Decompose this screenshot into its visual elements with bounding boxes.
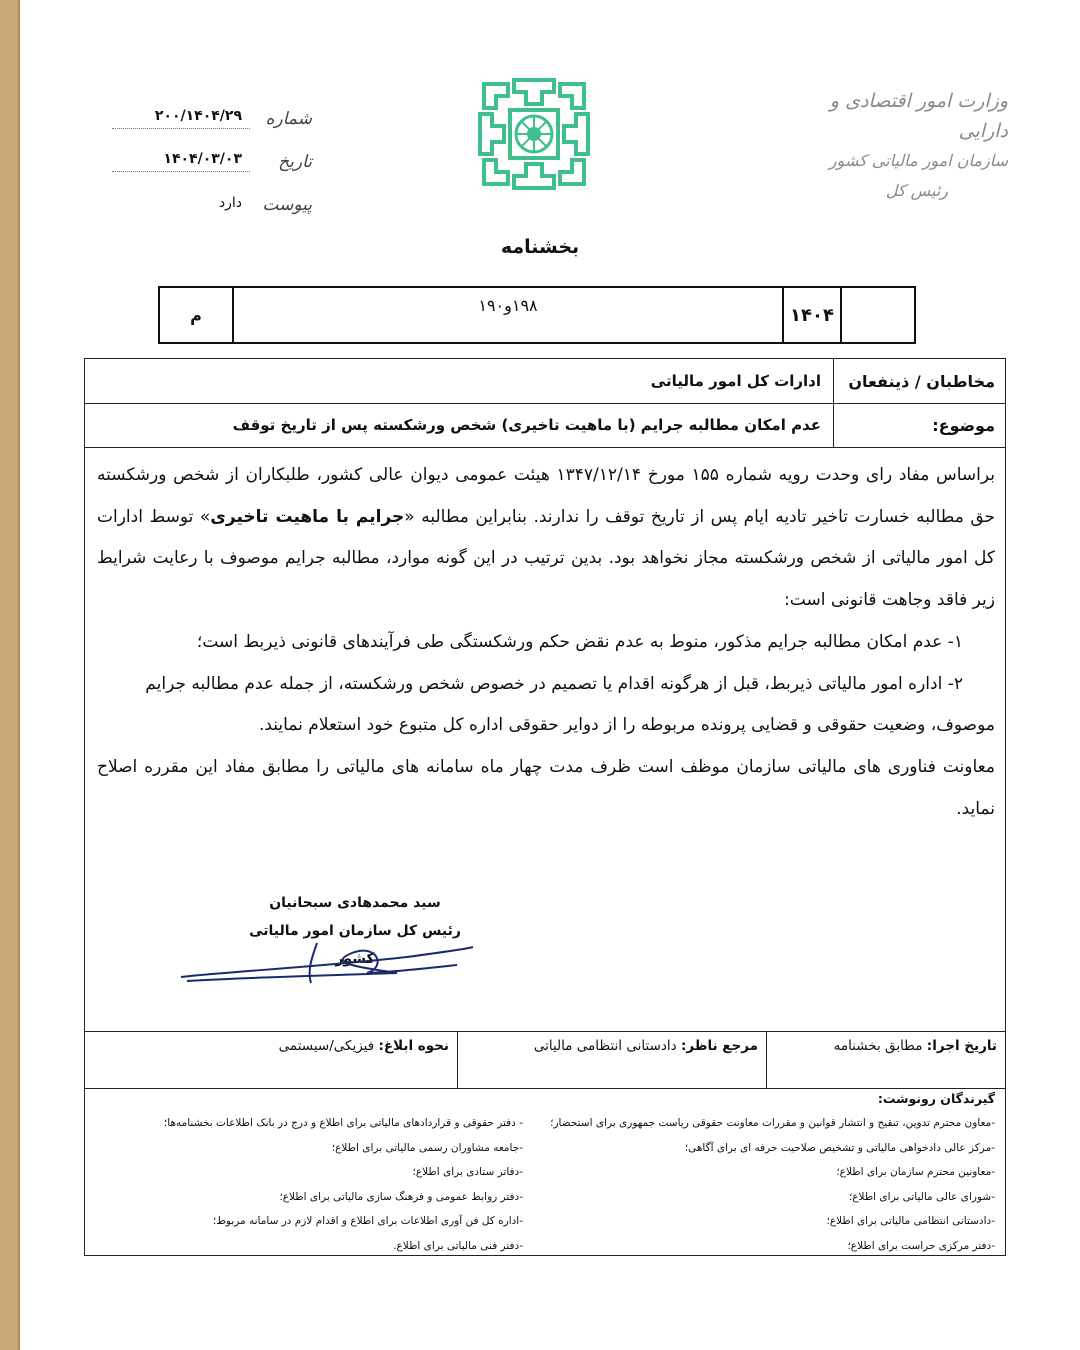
cc-item: -شورای عالی مالیاتی برای اطلاع؛ [848,1190,995,1203]
circular-text [97,455,995,830]
letter-number-value: ۲۰۰/۱۴۰۴/۲۹ [112,108,250,129]
letter-date-value: ۱۴۰۴/۰۳/۰۳ [112,151,250,172]
clause-2: ۲- اداره امور مالیاتی ذیربط، قبل از هرگونه اقدام یا تصمیم در خصوص شخص ورشکسته، از جمله عدم مطالبه جرایم [145,673,963,694]
addressees-label: مخاطبان / ذینفعان [833,359,1005,403]
letter-meta [112,86,312,215]
cc-item: -اداره کل فن آوری اطلاعات برای اطلاع و اقدام لازم در سامانه مربوط؛ [212,1215,523,1228]
number-box-empty-cell [840,288,914,342]
signatory-name: سید محمدهادی سبحانیان [269,895,441,911]
subject-value: عدم امکان مطالبه جرایم (با ماهیت تاخیری) شخص ورشکسته پس از تاریخ توقف [232,416,821,434]
supervisory-ref-value: دادستانی انتظامی مالیاتی [533,1038,677,1054]
subject-label: موضوع: [833,403,1005,447]
letter-number-label: شماره [265,109,312,129]
cc-item: -جامعه مشاوران رسمی مالیاتی برای اطلاع؛ [331,1141,523,1154]
supervisory-ref-cell [458,1032,767,1088]
number-box-series: ۱۹۸و۱۹۰ [232,288,782,342]
letter-date-label: تاریخ [278,152,312,172]
subject-row [85,403,1005,448]
ministry-heading [778,86,1008,206]
clause-1: ۱- عدم امکان مطالبه جرایم مذکور، منوط به عدم نقض حکم ورشکستگی طی فرآیندهای قانونی ذیربط است؛ [196,631,963,652]
execution-date-cell [767,1032,1005,1088]
paragraph-1 [97,455,995,622]
circular-number-box [158,286,916,344]
clause-2-continued: موصوف، وضعیت حقوقی و قضایی پرونده مربوطه را از دوایر حقوقی اداره کل متبوع خود استعلام نمایند. [258,715,995,736]
cc-list-right [525,1111,995,1259]
notice-method-cell [85,1032,458,1088]
notice-method-label: نحوه ابلاغ: [378,1038,449,1054]
notice-method-value: فیزیکی/سیستمی [278,1038,375,1054]
addressees-value: ادارات کل امور مالیاتی [650,372,821,390]
cc-item: -دادستانی انتظامی مالیاتی برای اطلاع؛ [826,1215,995,1228]
number-box-letter: م [190,305,202,325]
cc-item: -دفاتر ستادی برای اطلاع؛ [412,1166,523,1179]
cc-item: -دفتر روابط عمومی و فرهنگ سازی مالیاتی برای اطلاع؛ [279,1190,523,1203]
supervisory-ref-label: مرجع ناظر: [680,1038,758,1054]
cc-item: -مرکز عالی دادخواهی مالیاتی و تشخیص صلاحیت حرفه ای برای آگاهی؛ [684,1141,995,1154]
handwritten-signature [177,927,477,987]
addressees-row [85,359,1005,404]
execution-date-value: مطابق بخشنامه [833,1038,923,1054]
cc-item: -معاونین محترم سازمان برای اطلاع؛ [836,1166,995,1179]
number-box-year: ۱۴۰۴ [782,288,840,342]
letter-number-row [112,86,312,129]
circular-body-frame [84,358,1006,1256]
cc-list-left [93,1111,523,1259]
paragraph-1-part-b: » توسط ادارات کل امور مالیاتی از شخص ورشکسته مجاز نخواهد بود. بدین ترتیب در این گونه موارد، مطالبه جرایم موصوف با رعایت شرایط زیر فاقد وجاهت قانونی است: [97,506,995,611]
cc-item: -معاون محترم تدوین، تنقیح و انتشار قوانین و مقررات معاونت حقوقی ریاست جمهوری برای استحضار؛ [550,1117,995,1129]
cc-item: -دفتر مرکزی حراست برای اطلاع؛ [847,1239,995,1252]
cc-item: -دفتر فنی مالیاتی برای اطلاع. [393,1239,523,1252]
ministry-line-2: سازمان امور مالیاتی کشور [828,151,1008,170]
tax-organization-logo [474,74,594,194]
letter-attachment-value: دارد [218,195,242,211]
letter-attachment-row [112,172,312,215]
paragraph-1-emphasis: جرایم با ماهیت تاخیری [210,506,405,527]
binder-edge [0,0,20,1350]
execution-row [85,1031,1005,1089]
cc-title: گیرندگان رونوشت: [877,1091,995,1106]
cc-item: - دفتر حقوقی و قراردادهای مالیاتی برای اطلاع و درج در بانک اطلاعات بخشنامه‌ها؛ [163,1117,523,1129]
execution-date-label: تاریخ اجرا: [926,1038,997,1054]
signatory-position: رئیس کل سازمان امور مالیاتی کشور [249,923,461,967]
letter-attachment-label: پیوست [262,195,312,215]
ministry-line-1: وزارت امور اقتصادی و دارایی [829,90,1008,142]
document-title: بخشنامه [500,236,580,258]
letter-date-row [112,129,312,172]
ministry-line-3: رئیس کل [885,181,948,200]
paragraph-2: معاونت فناوری های مالیاتی سازمان موظف است ظرف مدت چهار ماه سامانه های مالیاتی را مطابق مفاد این مقرره اصلاح نماید. [97,756,995,819]
paragraph-1-part-a: براساس مفاد رای وحدت رویه شماره ۱۵۵ مورخ ۱۳۴۷/۱۲/۱۴ هیئت عمومی دیوان عالی کشور، طلبکاران از شخص ورشکسته حق مطالبه خسارت تاخیر تادیه ایام پس از تاریخ توقف را ندارند. بنابراین مطالبه « [97,465,996,527]
